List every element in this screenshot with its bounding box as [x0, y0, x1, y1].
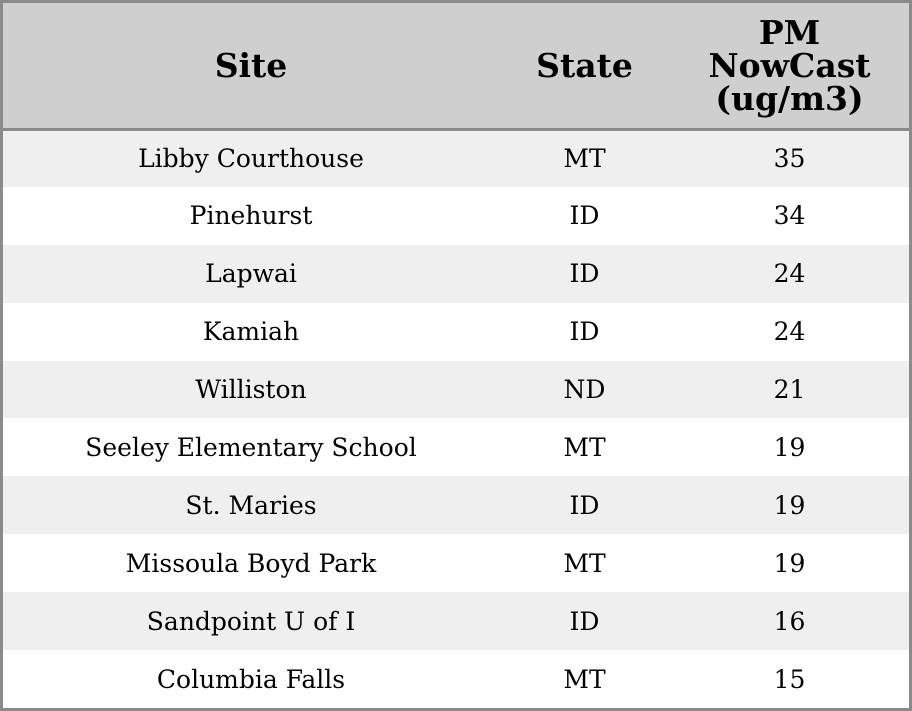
table-row: [3, 650, 909, 708]
cell-pm-value: 16: [773, 606, 806, 636]
table-header: [3, 3, 909, 129]
header-pm-nowcast: [670, 3, 909, 129]
cell-state: MT: [563, 664, 606, 694]
cell-pm-value: 24: [773, 259, 806, 289]
table-row: [3, 476, 909, 534]
cell-state: ND: [563, 375, 606, 404]
header-pm-line-1: PM: [758, 12, 821, 52]
table-row: [3, 245, 909, 303]
cell-site: Libby Courthouse: [138, 144, 364, 174]
header-pm-line-3: (ug/m3): [715, 78, 864, 118]
cell-pm-value: 19: [773, 548, 806, 578]
table-body: [3, 129, 909, 708]
cell-state: ID: [569, 201, 600, 231]
table-row: [3, 592, 909, 650]
cell-site: Kamiah: [202, 317, 300, 347]
pm-nowcast-table: [3, 3, 909, 708]
cell-pm-value: 34: [773, 201, 806, 231]
cell-site: St. Maries: [185, 490, 317, 520]
cell-state: MT: [563, 432, 606, 462]
cell-state: ID: [569, 490, 600, 520]
table-row: [3, 418, 909, 476]
cell-state: MT: [563, 548, 606, 578]
cell-state: ID: [569, 259, 600, 289]
cell-pm-value: 21: [773, 375, 806, 404]
header-row: [3, 3, 909, 129]
cell-state: MT: [563, 144, 606, 174]
table-row: [3, 187, 909, 245]
cell-site: Lapwai: [205, 259, 297, 289]
header-site: Site: [3, 3, 499, 129]
header-state: State: [499, 3, 670, 129]
header-pm-line-2: NowCast: [708, 45, 871, 85]
cell-site: Seeley Elementary School: [85, 432, 417, 462]
cell-pm-value: 15: [773, 664, 806, 694]
cell-site: Pinehurst: [189, 201, 313, 231]
cell-state: ID: [569, 606, 600, 636]
cell-site: Sandpoint U of I: [146, 606, 356, 636]
cell-pm-value: 24: [773, 317, 806, 347]
cell-pm-value: 19: [773, 432, 806, 462]
table-row: [3, 361, 909, 419]
cell-site: Missoula Boyd Park: [125, 548, 377, 578]
cell-pm-value: 35: [773, 144, 806, 174]
cell-site: Columbia Falls: [156, 664, 346, 694]
cell-site: Williston: [195, 375, 307, 404]
cell-state: ID: [569, 317, 600, 347]
table-row: [3, 534, 909, 592]
table-row: [3, 303, 909, 361]
cell-pm-value: 19: [773, 490, 806, 520]
table-row: [3, 129, 909, 187]
